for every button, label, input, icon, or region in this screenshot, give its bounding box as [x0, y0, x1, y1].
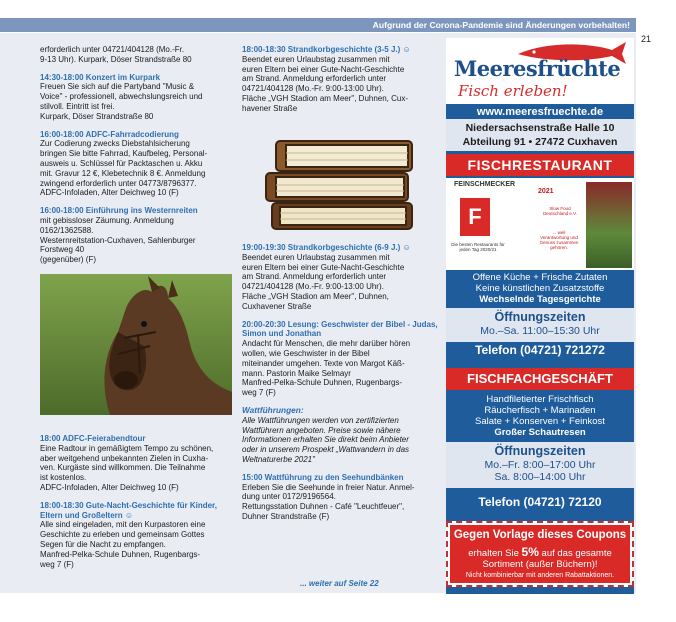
- hours-line: Mo.–Fr. 8:00–17:00 Uhr: [484, 459, 596, 471]
- event-text-line: Beendet euren Urlaubstag zusammen mit: [242, 54, 390, 64]
- event-title: 20:00-20:30 Lesung: Geschwister der Bibel - Judas, Simon und Jonathan: [242, 319, 438, 339]
- event-text-line: ausweis u. Schlüssel für Packtaschen u. Akku: [40, 158, 203, 168]
- watt-intro-line: oder in unserem Prospekt „Wattwandern in das: [242, 445, 410, 455]
- event-title: 18:00-18:30 Gute-Nacht-Geschichte für Kinder, Eltern und Großeltern ☺: [40, 500, 217, 520]
- shop-info-bold: Großer Schautresen: [494, 427, 586, 438]
- event-text-line: havener Straße: [242, 103, 298, 113]
- event-text-line: Beendet euren Urlaubstag zusammen mit: [242, 252, 390, 262]
- event-text-line: ven. Kurgäste sind willkommen. Die Teilnahme: [40, 463, 206, 473]
- event-text-line: mit. Gravur 12 €, Klebetechnik 8 €. Anmeldung: [40, 168, 206, 178]
- event-entry: [40, 434, 232, 493]
- feinschmecker-logo: F: [460, 198, 490, 236]
- event-text-line: 04721/404128 (Mo.-Fr. 9:00-13:00 Uhr).: [242, 282, 384, 292]
- event-entry: [40, 206, 232, 265]
- event-text-line: (gegenüber) (F): [40, 255, 97, 265]
- event-text-line: aber weitgehend unbekannten Zielen in Cuxha-: [40, 453, 209, 463]
- event-text-line: Cuxhavener Straße: [242, 301, 312, 311]
- event-text-line: mann. Pastorin Maike Selmayr: [242, 368, 351, 378]
- watt-section: [242, 406, 440, 465]
- shop-info-line: Handfiletierter Frischfisch: [486, 394, 594, 405]
- feinschmecker-label: FEINSCHMECKER: [454, 181, 516, 188]
- brand-slogan: Fisch erleben!: [458, 82, 568, 100]
- address-line-1: Niedersachsenstraße Halle 10: [465, 122, 615, 134]
- event-entry: [242, 45, 440, 114]
- event-text-line: ADFC-Infoladen, Alter Deichweg 10 (F): [40, 482, 179, 492]
- event-text-line: euren Eltern bei einer Gute-Nacht-Geschichte: [242, 64, 405, 74]
- event-text-line: 0162/1362588.: [40, 225, 94, 235]
- event-text-line: Duhner Strandstraße (F): [242, 511, 330, 521]
- event-text-line: weg 7 (F): [242, 388, 276, 398]
- coupon-post: auf das gesamte: [541, 548, 612, 559]
- event-title: 18:00 ADFC-Feierabendtour: [40, 434, 146, 443]
- event-text-line: Zur Codierung zwecks Diebstahlsicherung: [40, 139, 190, 149]
- watt-intro-line: Informationen erhalten Sie direkt beim Anbieter: [242, 435, 409, 445]
- shop-hours: [446, 442, 634, 488]
- continued-link[interactable]: ... weiter auf Seite 22: [300, 579, 379, 588]
- event-text-line: 04721/404128 (Mo.-Fr. 9:00-13:00 Uhr).: [242, 84, 384, 94]
- coupon-offer: [450, 547, 630, 570]
- award-year: 2021: [538, 188, 554, 195]
- event-text-line: stilvoll. Eintritt ist frei.: [40, 101, 115, 111]
- watt-intro-line: Alle Wattführungen werden von zertifizierten: [242, 415, 399, 425]
- restaurant-phone[interactable]: Telefon (04721) 721272: [475, 343, 605, 357]
- shop-phone[interactable]: Telefon (04721) 72120: [478, 495, 602, 509]
- hours-line: Mo.–Sa. 11:00–15:30 Uhr: [480, 325, 600, 337]
- restaurant-info-line: Keine künstlichen Zusatzstoffe: [475, 283, 605, 294]
- award-text-2: ... weil Verantwortung und Genuss zusammen gehören.: [539, 230, 579, 250]
- event-title: 16:00-18:00 ADFC-Fahrradcodierung: [40, 129, 179, 139]
- event-text-line: Alle sind eingeladen, mit den Kurpastoren eine: [40, 520, 206, 530]
- awards-panel: [446, 178, 634, 270]
- event-text-line: ist kostenlos.: [40, 473, 87, 483]
- event-text-line: euren Eltern bei einer Gute-Nacht-Geschichte: [242, 262, 405, 272]
- coupon-title: Gegen Vorlage dieses Coupons: [453, 529, 627, 541]
- address-line-2: Abteilung 91 • 27472 Cuxhaven: [462, 136, 618, 148]
- event-entry: [242, 320, 440, 398]
- event-text-line: Fläche „VGH Stadion am Meer", Duhnen, Cux-: [242, 93, 409, 103]
- event-text-line: zwingend erforderlich unter 04773/8796377.: [40, 178, 197, 188]
- coupon-small-print: Nicht kombinierbar mit anderen Rabattaktionen.: [465, 572, 615, 579]
- event-text-line: miteinander umgehen. Texte von Margot Käß-: [242, 358, 405, 368]
- column-1-bottom: [40, 434, 232, 577]
- coupon-percent: 5%: [521, 545, 539, 559]
- event-text-line: Segen für die Nacht zu empfangen.: [40, 539, 166, 549]
- hours-line: Sa. 8:00–14:00 Uhr: [494, 471, 586, 483]
- coupon-line-2: Sortiment (außer Büchern)!: [482, 559, 598, 570]
- hours-title: Öffnungszeiten: [494, 444, 586, 458]
- feinschmecker-caption: Die besten Restaurants für jeden Tag 2020/21: [451, 242, 505, 252]
- restaurant-info: [446, 272, 634, 305]
- event-title: 16:00-18:00 Einführung ins Westernreiten: [40, 206, 198, 216]
- shop-info-line: Salate + Konserven + Feinkost: [475, 416, 605, 427]
- event-text-line: Westernreitstation-Cuxhaven, Sahlenburger: [40, 235, 196, 245]
- books-illustration: [262, 133, 424, 235]
- event-text-line: Manfred-Pelka-Schule Duhnen, Rugenbargs-: [40, 549, 201, 559]
- shop-info-line: Räucherfisch + Marinaden: [484, 405, 596, 416]
- event-text-line: Andacht für Menschen, die mehr darüber hören: [242, 339, 411, 349]
- event-text-line: dung unter 0172/9196564.: [242, 492, 336, 502]
- event-entry: [242, 473, 440, 522]
- event-text-line: weg 7 (F): [40, 559, 74, 569]
- event-text-line: wollen, wie Geschwister in der Bibel: [242, 348, 370, 358]
- corona-banner: Aufgrund der Corona-Pandemie sind Änderungen vorbehalten!: [0, 18, 636, 32]
- column-2-top: [242, 45, 440, 122]
- restaurant-hours: [446, 308, 634, 342]
- ad-logo-area: [446, 38, 634, 104]
- event-text-line: Forstweg 40: [40, 245, 85, 255]
- event-entry: [40, 501, 232, 570]
- ad-url[interactable]: www.meeresfruechte.de: [476, 106, 604, 118]
- event-entry: [242, 243, 440, 312]
- brand-name: Meeresfrüchte: [454, 56, 621, 81]
- event-text-line: Erleben Sie die Seehunde in freier Natur. Anmel-: [242, 482, 415, 492]
- restaurant-info-bold: Wechselnde Tagesgerichte: [479, 294, 601, 305]
- event-title: 14:30-18:00 Konzert im Kurpark: [40, 72, 161, 82]
- watt-title: Wattführungen:: [242, 404, 304, 415]
- event-text-line: am Strand. Anmeldung erforderlich unter: [242, 74, 387, 84]
- event-title: 15:00 Wattführung zu den Seehundbänken: [242, 472, 404, 482]
- horse-photo: [40, 274, 232, 415]
- event-text-line: Rettungsstation Duhnen - Café "Leuchtfeuer",: [242, 502, 405, 512]
- event-title: 18:00-18:30 Strandkorbgeschichte (3-5 J.) ☺: [242, 45, 411, 54]
- event-text-line: 9-13 Uhr). Kurpark, Döser Strandstraße 80: [40, 54, 192, 64]
- event-text-line: Voice" - professionell, abwechslungsreich und: [40, 92, 203, 102]
- advertisement: [446, 38, 634, 594]
- page-number: 21: [641, 34, 652, 44]
- event-text-line: Freuen Sie sich auf die Partyband "Music &: [40, 82, 195, 92]
- event-text-line: Geschichte zu erleben und gemeinsam Gottes: [40, 530, 205, 540]
- shop-title: FISCHFACHGESCHÄFT: [446, 368, 634, 390]
- event-text-line: ADFC-Infoladen, Alter Deichweg 10 (F): [40, 188, 179, 198]
- watt-intro-line: Weltnaturerbe 2021": [242, 454, 315, 464]
- restaurant-info-line: Offene Küche + Frische Zutaten: [472, 272, 608, 283]
- event-entry: [40, 130, 232, 199]
- column-2-bottom: [242, 243, 440, 530]
- event-entry: [40, 73, 232, 122]
- award-text: Slow Food Deutschland e.V.: [543, 206, 577, 216]
- event-text-line: Fläche „VGH Stadion am Meer", Duhnen,: [242, 291, 389, 301]
- shop-info: [446, 394, 634, 438]
- event-text-line: bringen Sie bitte Fahrrad, Kaufbeleg, Personal-: [40, 149, 208, 159]
- hours-title: Öffnungszeiten: [494, 310, 586, 324]
- event-text-line: Eine Radtour in gemäßigtem Tempo zu schönen,: [40, 443, 214, 453]
- event-text-line: mit gebissloser Zäumung. Anmeldung: [40, 215, 174, 225]
- event-text-line: erforderlich unter 04721/404128 (Mo.-Fr.: [40, 45, 185, 54]
- column-1-top: [40, 45, 232, 273]
- restaurant-photo: [586, 182, 632, 268]
- event-text-line: am Strand. Anmeldung erforderlich unter: [242, 272, 387, 282]
- event-title: 19:00-19:30 Strandkorbgeschichte (6-9 J.) ☺: [242, 243, 411, 252]
- event-text-line: Kurpark, Döser Strandstraße 80: [40, 111, 154, 121]
- watt-intro-line: Wattführern angeboten. Preise sowie nähere: [242, 425, 401, 435]
- event-entry: [40, 45, 232, 65]
- restaurant-title: FISCHRESTAURANT: [446, 154, 634, 176]
- coupon-pre: erhalten Sie: [468, 548, 519, 559]
- discount-coupon[interactable]: [446, 521, 634, 587]
- ad-address: [446, 119, 634, 151]
- event-text-line: Manfred-Pelka-Schule Duhnen, Rugenbargs-: [242, 378, 403, 388]
